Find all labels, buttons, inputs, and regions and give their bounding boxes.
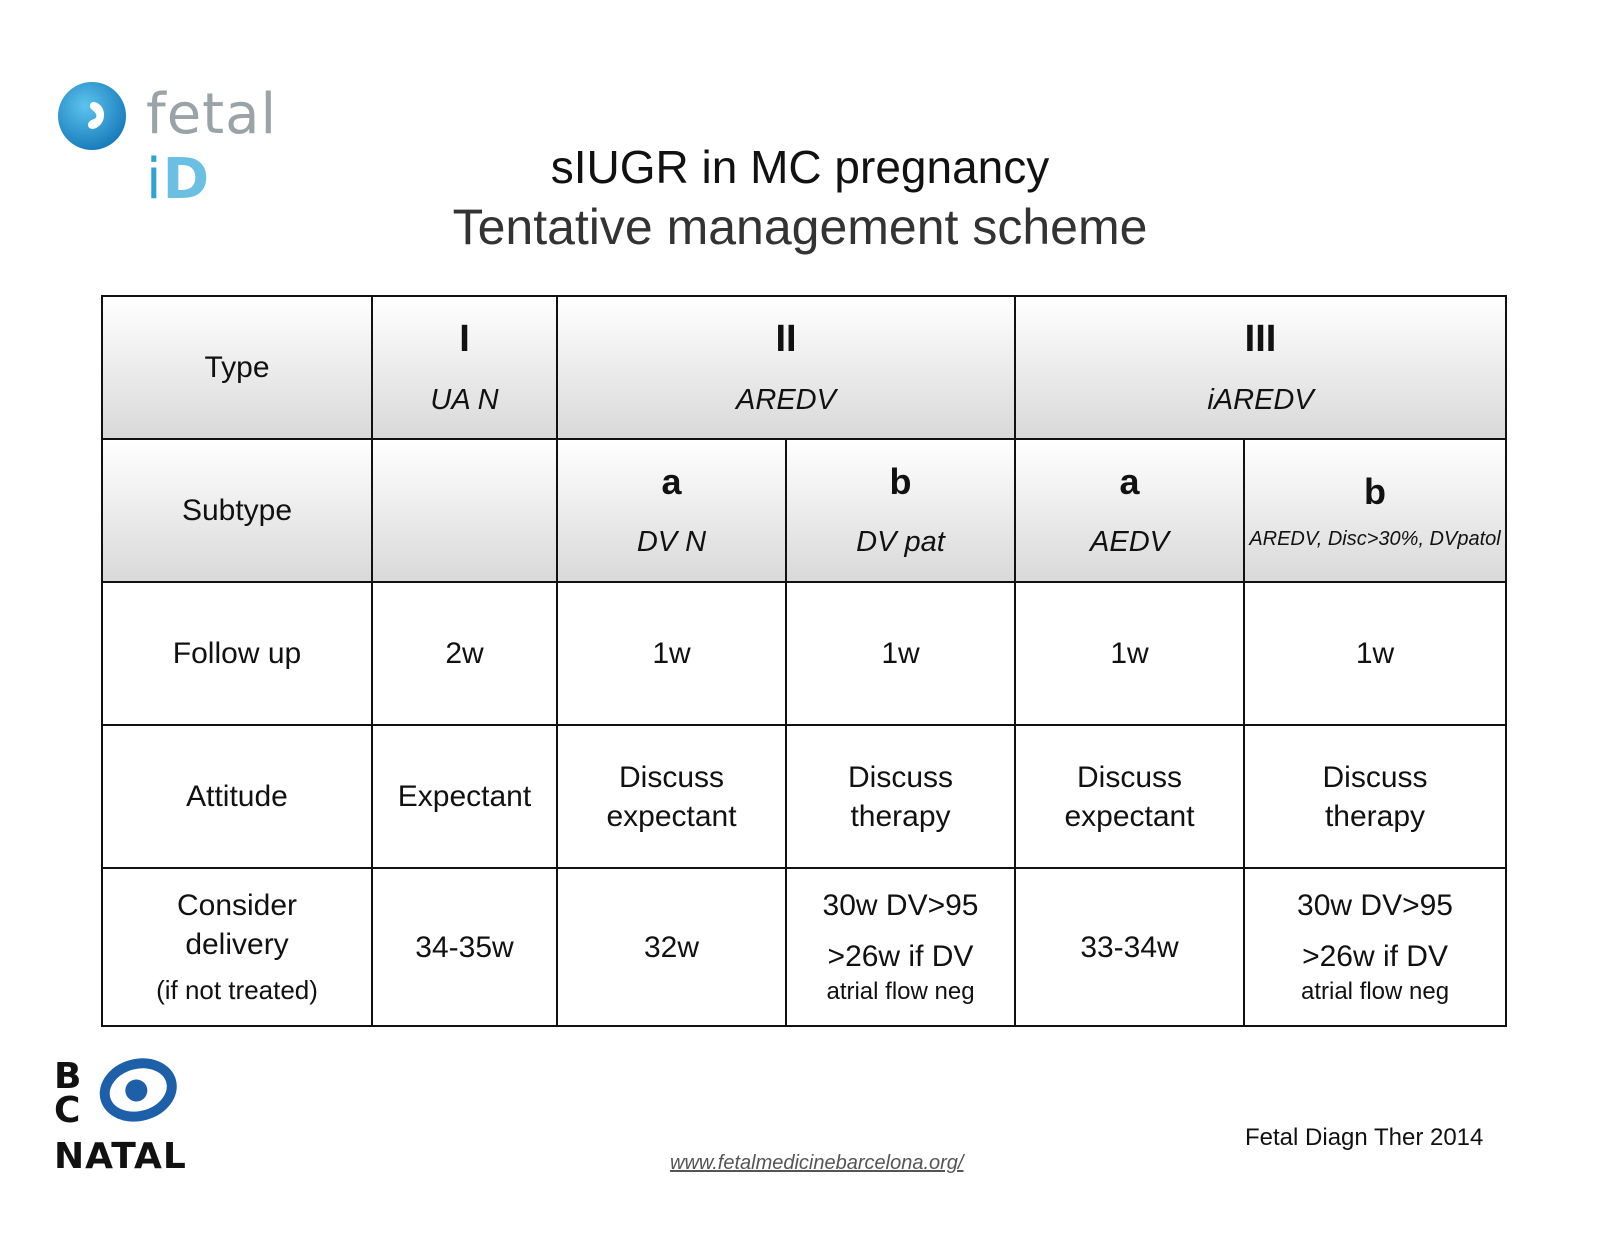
type-3-desc: iAREDV [1207,384,1314,417]
reference-citation: Fetal Diagn Ther 2014 [1245,1124,1484,1151]
subtype-2a-desc: DV N [636,526,707,559]
delivery-label-line2: delivery [185,928,289,962]
follow-up-row [102,582,1506,725]
follow-up-3a: 1w [1015,582,1244,725]
type-label [102,296,372,439]
subtype-3a-letter: a [1119,461,1140,503]
page-title: sIUGR in MC pregnancy [550,141,1050,193]
attitude-2a [557,725,786,868]
follow-up-2a: 1w [557,582,786,725]
follow-up-2b: 1w [786,582,1015,725]
type-3-cell [1015,296,1506,439]
subtype-3b-letter: b [1364,471,1387,513]
bcnatal-logo-c: C [54,1090,81,1131]
subtype-row [102,439,1506,582]
subtype-3b-cell [1244,439,1506,582]
logo-word-i: i [146,147,163,212]
logo-word-d: D [162,147,211,212]
type-1-roman: I [459,317,470,360]
type-2-cell [557,296,1015,439]
subtype-empty-cell [372,439,557,582]
bcnatal-eye-icon [98,1056,178,1122]
subtype-label [102,439,372,582]
bcnatal-logo-bc [54,1056,82,1131]
delivery-label [102,868,372,1026]
delivery-1: 34-35w [372,868,557,1026]
bcnatal-logo-b: B [54,1056,82,1097]
type-2-desc: AREDV [736,384,836,417]
delivery-label-line1: Consider [176,889,298,923]
delivery-2a: 32w [557,868,786,1026]
type-1-desc: UA N [430,384,499,417]
type-3-roman: III [1244,317,1277,360]
delivery-2b-line3: atrial flow neg [826,978,975,1006]
delivery-3b-line1: 30w DV>95 [1297,889,1453,923]
subtype-2a-cell [557,439,786,582]
follow-up-1: 2w [372,582,557,725]
delivery-3a: 33-34w [1015,868,1244,1026]
attitude-3a [1015,725,1244,868]
management-table [101,295,1507,1027]
bcnatal-logo-natal: NATAL [54,1136,187,1177]
delivery-3b-line3: atrial flow neg [1300,978,1450,1006]
subtype-3a-cell [1015,439,1244,582]
follow-up-3b: 1w [1244,582,1506,725]
delivery-row [102,868,1506,1026]
subtype-2b-desc: DV pat [856,526,945,559]
attitude-3b [1244,725,1506,868]
subtype-2a-letter: a [661,461,682,503]
subtype-3a-desc: AEDV [1090,526,1169,559]
type-2-roman: II [775,317,797,360]
attitude-2b [786,725,1015,868]
type-row [102,296,1506,439]
type-label-text: Type [204,351,270,384]
logo-word-main: fetal [146,82,277,147]
delivery-label-line3: (if not treated) [156,975,318,1006]
delivery-2b-line1: 30w DV>95 [822,889,979,923]
attitude-3b-text: Discuss therapy [1322,760,1428,833]
delivery-3b-line2: >26w if DV [1302,940,1448,974]
type-1-cell [372,296,557,439]
follow-up-label: Follow up [102,582,372,725]
delivery-2b-line2: >26w if DV [827,940,974,974]
subtype-2b-cell [786,439,1015,582]
attitude-row [102,725,1506,868]
subtype-label-text: Subtype [181,494,293,527]
attitude-2a-text: Discuss expectant [606,760,737,833]
subtype-2b-letter: b [889,461,912,503]
delivery-3b [1244,868,1506,1026]
delivery-2b [786,868,1015,1026]
attitude-1: Expectant [372,725,557,868]
page-subtitle: Tentative management scheme [452,199,1148,255]
attitude-2b-text: Discuss therapy [847,760,953,833]
website-link[interactable]: www.fetalmedicinebarcelona.org/ [670,1152,964,1174]
attitude-3a-text: Discuss expectant [1064,760,1195,833]
attitude-label: Attitude [102,725,372,868]
subtype-3b-desc: AREDV, Disc>30%, DVpatol [1249,527,1501,550]
bcnatal-logo [54,1056,214,1177]
